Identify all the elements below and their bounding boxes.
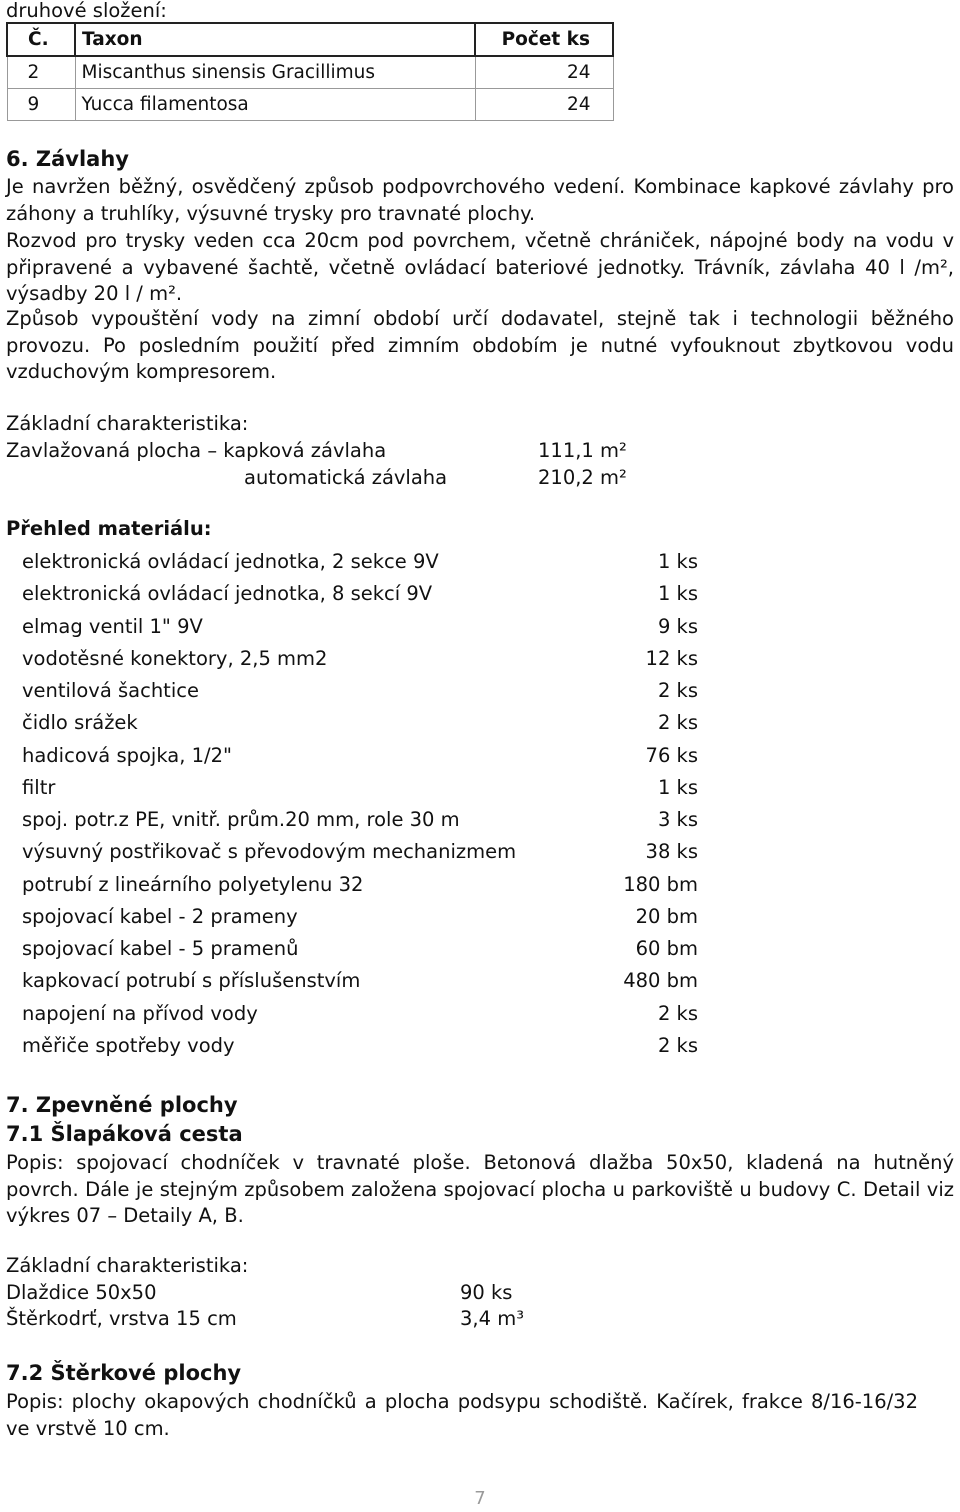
materials-heading: Přehled materiálu: (6, 517, 212, 540)
table-header-row (7, 23, 613, 56)
header-taxon: Taxon (75, 23, 475, 56)
material-quantity: 2 ks (657, 679, 698, 702)
row-number: 9 (7, 89, 75, 121)
material-name: ventilová šachtice (22, 679, 199, 702)
material-row (22, 804, 698, 836)
material-quantity: 2 ks (657, 1033, 698, 1057)
material-name: elektronická ovládací jednotka, 2 sekce 9V (22, 550, 439, 573)
section-6-paragraph-3: Způsob vypouštění vody na zimní období určí dodavatel, stejně tak i technologii běžného provozu. Po posledním použití před zimním obdobím je nutné vyfouknout zbytkovou vodu vzduchovým kompresorem. (6, 307, 954, 383)
material-row (22, 836, 698, 868)
materials-list (22, 546, 698, 1062)
material-quantity: 2 ks (657, 1001, 698, 1025)
material-row (22, 869, 698, 901)
row-count: 24 (475, 56, 613, 89)
material-name: elektronická ovládací jednotka, 8 sekcí 9V (22, 582, 433, 606)
characteristics-heading: Základní charakteristika: (6, 412, 249, 435)
material-row (22, 998, 698, 1030)
material-row (22, 611, 698, 643)
material-row (22, 740, 698, 772)
material-name: elmag ventil 1" 9V (22, 614, 203, 638)
material-row (22, 965, 698, 997)
header-count: Počet ks (475, 23, 613, 56)
section-7-2-heading: 7.2 Štěrkové plochy (6, 1361, 242, 1385)
section-7-heading: 7. Zpevněné plochy (6, 1093, 238, 1117)
material-row (22, 578, 698, 610)
section-7-1-text: Popis: spojovací chodníček v travnaté ploše. Betonová dlažba 50x50, kladená na hutněný povrch. Dále je stejným způsobem založena spojovací plocha u parkoviště u budovy C. Detail viz výkres 07 – Detaily A, B. (6, 1151, 954, 1227)
row-taxon: Yucca filamentosa (75, 89, 475, 121)
section-7-1-heading: 7.1 Šlapáková cesta (6, 1122, 243, 1146)
automatic-irrigation-value: 210,2 m² (538, 466, 627, 489)
page-number: 7 (474, 1488, 486, 1509)
char-row-value: 3,4 m³ (460, 1307, 525, 1330)
material-name: spojovací kabel - 5 pramenů (22, 937, 299, 960)
material-name: čidlo srážek (22, 711, 138, 735)
material-quantity: 12 ks (645, 646, 698, 670)
material-row (22, 772, 698, 804)
section-6-paragraph-2: Rozvod pro trysky veden cca 20cm pod povrchem, včetně chrániček, nápojné body na vodu v připravené a vybavené šachtě, včetně ovládací bateriové jednotky. Trávník, závlaha 40 l /m², výsadby 20 l / m². (6, 229, 954, 305)
material-row (22, 546, 698, 578)
section-7-2-text: Popis: plochy okapových chodníčků a plocha podsypu schodiště. Kačírek, frakce 8/16-16/32 ve vrstvě 10 cm. (6, 1390, 918, 1440)
material-name: spoj. potr.z PE, vnitř. prům.20 mm, role 30 m (22, 808, 460, 831)
row-taxon: Miscanthus sinensis Gracillimus (75, 56, 475, 89)
section-6-paragraph-1: Je navržen běžný, osvědčený způsob podpovrchového vedení. Kombinace kapkové závlahy pro záhony a truhlíky, výsuvné trysky pro travnaté plochy. (6, 175, 954, 225)
material-name: kapkovací potrubí s příslušenstvím (22, 969, 361, 993)
section-6-heading: 6. Závlahy (6, 147, 129, 171)
characteristics-heading-2: Základní charakteristika: (6, 1254, 249, 1277)
material-name: spojovací kabel - 2 prameny (22, 904, 298, 928)
char-row-label: Štěrkodrť, vrstva 15 cm (6, 1307, 237, 1330)
row-number: 2 (7, 56, 75, 89)
char-row-value: 90 ks (460, 1281, 513, 1304)
material-name: napojení na přívod vody (22, 1001, 258, 1025)
material-quantity: 480 bm (623, 969, 698, 993)
automatic-irrigation-label: automatická závlaha (244, 466, 448, 489)
material-quantity: 20 bm (635, 904, 698, 928)
material-row (22, 707, 698, 739)
material-name: potrubí z lineárního polyetylenu 32 (22, 872, 364, 896)
material-row (22, 901, 698, 933)
header-number: Č. (7, 23, 75, 56)
material-name: výsuvný postřikovač s převodovým mechanizmem (22, 840, 517, 864)
material-quantity: 2 ks (657, 711, 698, 735)
species-table (6, 22, 614, 121)
irrigated-area-drip-value: 111,1 m² (538, 439, 627, 462)
irrigated-area-label: Zavlažovaná plocha – kapková závlaha (6, 439, 387, 462)
char-row-label: Dlaždice 50x50 (6, 1281, 157, 1304)
material-quantity: 60 bm (635, 937, 698, 960)
material-row (22, 643, 698, 675)
table-row (7, 56, 613, 89)
row-count: 24 (475, 89, 613, 121)
material-quantity: 38 ks (645, 840, 698, 864)
material-name: filtr (22, 775, 56, 799)
material-quantity: 9 ks (657, 614, 698, 638)
material-quantity: 180 bm (623, 872, 698, 896)
material-quantity: 76 ks (645, 743, 698, 767)
material-quantity: 3 ks (657, 808, 698, 831)
material-quantity: 1 ks (657, 550, 698, 573)
table-row (7, 89, 613, 121)
material-quantity: 1 ks (657, 775, 698, 799)
material-name: hadicová spojka, 1/2" (22, 743, 232, 767)
material-row (22, 933, 698, 965)
material-name: vodotěsné konektory, 2,5 mm2 (22, 646, 328, 670)
material-name: měřiče spotřeby vody (22, 1033, 235, 1057)
material-row (22, 1030, 698, 1062)
material-row (22, 675, 698, 707)
intro-text: druhové složení: (6, 0, 167, 22)
material-quantity: 1 ks (657, 582, 698, 606)
